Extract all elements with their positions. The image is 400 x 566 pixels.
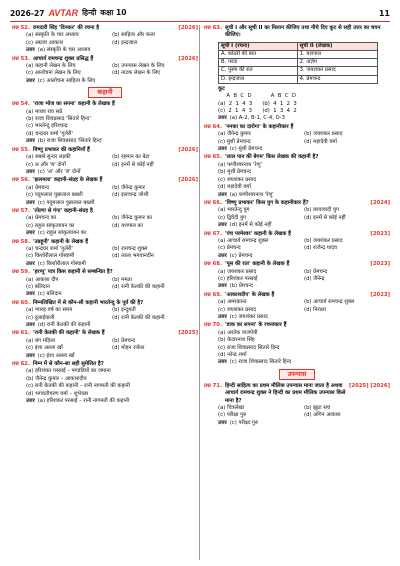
question-block xyxy=(204,25,390,123)
question-block xyxy=(12,330,198,360)
koot-grid xyxy=(204,93,390,115)
answer-text: (c) राजा शिवप्रसाद सितारे हिन्द xyxy=(229,359,292,366)
question-text: 'तोल्गा से गंगा' कहानी-संग्रह है xyxy=(33,207,93,214)
koot-row: (d) 1 3 4 2 xyxy=(262,108,297,115)
question-number: प्रश्न 61. xyxy=(12,330,30,337)
option: (c) परीक्षा गुरु xyxy=(218,412,247,419)
question-text: सूची I और सूची II का मिलान कीजिए तथा नीचे दिए कूट से सही उत्तर का चयन कीजिए। xyxy=(225,25,381,39)
answer-label: उत्तर xyxy=(26,322,35,329)
option: (d) रानी केतकी की कहानी xyxy=(112,284,165,290)
option: (d) जैनेन्द्र xyxy=(304,275,325,282)
option: (a) संस्कृति के चार अध्याय xyxy=(26,32,79,39)
match-table-cell: 1. यशपाल xyxy=(297,51,377,59)
question-number: प्रश्न 64. xyxy=(204,123,222,130)
match-table-cell: D. इन्द्रजाल xyxy=(219,75,298,83)
option: (b) छायावादी युग xyxy=(304,207,339,214)
option: (d) निराला xyxy=(304,306,326,313)
question-text: 'उन्नहूनी' कहानी के लेखक हैं xyxy=(33,238,89,245)
options-grid xyxy=(12,185,198,200)
header-year: 2026-27 xyxy=(10,8,45,18)
match-table xyxy=(218,42,378,84)
question-number: प्रश्न 57. xyxy=(12,207,30,214)
answer-line xyxy=(12,138,198,145)
question-text: 'पूस की रात' कहानी के लेखक हैं xyxy=(225,261,290,268)
option: (b) जयशंकर प्रसाद xyxy=(304,237,343,244)
answer-text: (c) मुंशी प्रेमचन्द xyxy=(229,146,263,153)
question-number: प्रश्न 54. xyxy=(12,101,30,108)
exam-year: [2023] xyxy=(370,261,390,268)
exam-year: [2026] xyxy=(178,25,198,31)
option: (b) आचार्य रामचन्द्र शुक्ल xyxy=(304,299,355,306)
answer-label: उत्तर xyxy=(26,168,35,175)
question-line xyxy=(204,383,390,405)
option: (a) माधव राव सप्रे xyxy=(26,108,63,115)
answer-label: उत्तर xyxy=(26,291,35,298)
section-heading xyxy=(12,87,198,98)
option: (d) महादेवी वर्मा xyxy=(304,138,337,145)
koot-row: A B C D xyxy=(218,93,252,100)
answer-line xyxy=(204,314,390,321)
option: (d) मोहन राकेश xyxy=(112,345,145,352)
option: (b) रहमान का बेटा xyxy=(112,154,150,161)
option: (c) अ और 'ब' दोनों xyxy=(26,161,66,168)
option: (a) आचार्य रामचन्द्र शुक्ल xyxy=(218,237,269,244)
option: (b) ममता xyxy=(112,276,132,283)
question-block xyxy=(12,361,198,405)
answer-line xyxy=(12,200,198,207)
option: (d) लाला भगवानदीन xyxy=(112,253,154,260)
options-grid xyxy=(204,207,390,222)
options-grid xyxy=(12,154,198,169)
question-text: 'रानी केतकी की कहानी' के लेखक हैं xyxy=(33,330,105,337)
answer-label: उत्तर xyxy=(26,398,35,405)
question-block xyxy=(204,292,390,322)
koot-right xyxy=(262,93,296,115)
exam-year: [2023] xyxy=(370,291,390,298)
answer-line xyxy=(12,78,198,85)
question-text: निम्न में से कौन-सा सही सुमेलित है? xyxy=(33,361,104,368)
option: (d) इन्द्रजाल xyxy=(112,39,138,46)
answer-text: (d) रानी केतकी की कहानी xyxy=(37,322,91,329)
option: (d) यशपाल का xyxy=(112,222,143,229)
answer-label: उत्तर xyxy=(218,359,227,366)
question-block xyxy=(204,200,390,230)
question-text: रामदारी सिंह 'दिनकर' की रचना है xyxy=(33,25,100,31)
answer-text: (c) बलिदान xyxy=(37,291,62,298)
option: (a) आकाश दीप xyxy=(26,276,59,283)
match-table-cell: 3. जयशंकर प्रसाद xyxy=(297,67,377,75)
answer-line xyxy=(12,261,198,268)
question-line xyxy=(12,177,198,184)
section-title: उपन्यास xyxy=(279,369,316,380)
answer-text: (b) राजा शिवप्रसाद 'सितारे हिन्द' xyxy=(37,138,103,145)
question-line xyxy=(12,101,198,108)
answer-line xyxy=(12,47,198,54)
answer-text: (c) इंशा अल्ला खाँ xyxy=(37,352,75,359)
exam-year: [2026] xyxy=(178,177,198,184)
match-table-cell: C. पुरुष की रात xyxy=(219,67,298,75)
answer-label: उत्तर xyxy=(218,146,227,153)
option: (b) प्रेमचन्द xyxy=(112,337,136,344)
question-line xyxy=(204,322,390,329)
answer-text: (c) आलोचना साहित्य के लिए xyxy=(37,77,96,84)
question-line xyxy=(12,147,198,154)
column-divider xyxy=(199,25,200,560)
question-number: प्रश्न 66. xyxy=(204,199,222,206)
question-block xyxy=(204,154,390,198)
option: (d) राजेन्द्र यादव xyxy=(304,245,337,252)
question-text: 'आकाशदीप' के लेखक हैं xyxy=(225,291,275,298)
option: (a) प्रेमचन्द xyxy=(26,184,50,191)
answer-label: उत्तर xyxy=(26,138,35,145)
answer-line xyxy=(204,253,390,260)
exam-year: [2025] [2026] xyxy=(348,382,390,389)
section-heading xyxy=(204,369,390,380)
option: (c) हरिशंकर परसाई xyxy=(218,275,258,282)
answer-text: (a) संस्कृति के चार अध्याय xyxy=(37,47,91,54)
question-text: 'झलमला' कहानी-संग्रह के लेखक हैं xyxy=(33,177,103,184)
koot-row: (b) 4 1 2 3 xyxy=(262,100,297,107)
exam-year: [2025] xyxy=(178,330,198,337)
question-block xyxy=(12,208,198,238)
options-grid xyxy=(204,238,390,253)
option: (d) नाटक लेखन के लिए xyxy=(112,70,161,77)
question-text: 'विष्णु प्रभाकर' किस युग के कहानीकार हैं? xyxy=(225,199,309,206)
option: (c) भारतेन्दु हरिश्चन्द्र xyxy=(26,123,68,130)
options-grid xyxy=(12,215,198,230)
question-block xyxy=(204,261,390,291)
question-number: प्रश्न 60. xyxy=(12,299,30,306)
answer-label: उत्तर xyxy=(26,352,35,359)
options-grid xyxy=(204,131,390,146)
question-number: प्रश्न 56. xyxy=(12,177,30,184)
question-number: प्रश्न 69. xyxy=(204,291,222,298)
answer-text: (c) जयशंकर प्रसाद xyxy=(229,314,268,321)
option: (c) बलिदान xyxy=(26,284,50,290)
option: (a) अमरकान्त xyxy=(218,299,247,306)
question-line xyxy=(204,292,390,299)
question-block xyxy=(12,269,198,299)
question-block xyxy=(204,383,390,427)
question-line xyxy=(12,269,198,276)
options-grid xyxy=(12,368,198,398)
header-rule xyxy=(10,21,390,22)
option: (a) बंग महिला xyxy=(26,337,56,344)
option: (d) नरेन्द्र शर्मा xyxy=(218,352,247,359)
match-table-cell: 2. अज्ञेय xyxy=(297,59,377,67)
koot-label: कूट xyxy=(218,85,225,92)
question-number: प्रश्न 71. xyxy=(204,382,222,389)
option: (a) कहानी लेखन के लिए xyxy=(26,63,76,70)
question-number: प्रश्न 58. xyxy=(12,238,30,245)
brand-logo: AVTAR xyxy=(48,8,79,18)
answer-label: उत्तर xyxy=(26,199,35,206)
question-line xyxy=(204,261,390,268)
option: (b) केदारनाथ सिंह xyxy=(218,337,255,344)
option: (a) चन्द्रधर शर्मा 'गुलेरी' xyxy=(26,245,73,252)
answer-label: उत्तर xyxy=(218,283,227,290)
option: (c) दुलाईवाली xyxy=(26,314,55,321)
options-grid xyxy=(204,405,390,420)
option: (a) फणीश्वरनाथ 'रेणु' xyxy=(218,161,262,168)
question-line xyxy=(12,330,198,337)
question-block xyxy=(12,147,198,177)
match-table-cell: 4. प्रेमचन्द xyxy=(297,75,377,83)
option: (a) जयशंकर प्रसाद xyxy=(218,268,257,275)
answer-line xyxy=(12,291,198,298)
answer-label: उत्तर xyxy=(26,77,35,84)
option: (b) इन्दुमती xyxy=(112,307,136,314)
option: (a) ग्यारह वर्ष का समय xyxy=(26,307,73,314)
question-block xyxy=(12,177,198,207)
question-text: निम्नलिखित में से कौन-सी कहानी भारतेन्दु के पूर्व की है? xyxy=(33,299,144,306)
question-text: 'राजा भोज का सपना' कहानी के लेखक हैं xyxy=(33,101,115,108)
left-column xyxy=(12,25,198,407)
answer-line xyxy=(204,420,390,427)
question-line xyxy=(12,239,198,246)
answer-line xyxy=(12,398,198,405)
option: (c) अग्रजा आकाश xyxy=(26,39,64,46)
option: (b) जैनेन्द्र कुमार – आकाशदीप xyxy=(26,375,87,382)
match-table-cell: B. परदा xyxy=(219,59,298,67)
question-block xyxy=(204,322,390,366)
answer-text: (b) प्रेमचन्द xyxy=(229,283,253,290)
option: (c) किशोरीलाल गोस्वामी xyxy=(26,253,75,260)
options-grid xyxy=(12,338,198,353)
question-number: प्रश्न 59. xyxy=(12,269,30,276)
option: (c) राजा शिवप्रसाद सितारे हिन्द xyxy=(218,344,280,351)
answer-text: (a) फणीश्वरनाथ 'रेणु' xyxy=(229,191,274,198)
exam-year: [2026] xyxy=(178,55,198,62)
option: (c) राहुल सांकृत्यायन का xyxy=(26,222,75,229)
question-text: 'पंच परमेश्वर' कहानी के लेखक हैं xyxy=(225,230,291,237)
answer-text: (c) प्रेमचन्द xyxy=(229,252,253,259)
question-number: प्रश्न 70. xyxy=(204,322,222,329)
options-grid xyxy=(204,330,390,360)
options-grid xyxy=(12,246,198,261)
question-number: प्रश्न 63. xyxy=(204,25,222,31)
option: (d) चन्द्रधर शर्मा 'गुलेरी' xyxy=(26,130,73,137)
option: (a) सबसे सुन्दर लड़की xyxy=(26,154,71,161)
option: (d) इलाचन्द्र जोशी xyxy=(112,192,149,199)
question-text: विष्णु प्रभाकर की कहानियाँ हैं xyxy=(33,146,90,153)
answer-line xyxy=(204,222,390,229)
question-line xyxy=(204,25,390,40)
answer-line xyxy=(12,322,198,329)
option: (c) आलोचना लेखन के लिए xyxy=(26,70,81,77)
answer-text: (d) इनमें से कोई नहीं xyxy=(229,222,272,229)
options-grid xyxy=(12,307,198,322)
koot-left xyxy=(218,93,252,115)
question-line xyxy=(12,56,198,63)
option: (b) उपन्यास लेखन के लिए xyxy=(112,63,165,70)
question-number: प्रश्न 55. xyxy=(12,146,30,153)
answer-label: उत्तर xyxy=(218,419,227,426)
answer-label: उत्तर xyxy=(218,115,227,122)
answer-label: उत्तर xyxy=(218,314,227,321)
match-table-cell: A. कोठरी की बात xyxy=(219,51,298,59)
options-grid xyxy=(204,162,390,192)
page-number: 11 xyxy=(378,8,390,18)
option: (b) जैनेन्द्र कुमार का xyxy=(112,215,153,222)
answer-text: (a) A-2, B-1, C-4, D-3 xyxy=(229,115,285,122)
question-text: हिन्दी साहित्य का प्रथम मौलिक उपन्यास माना जाता है अथवा आचार्य रामचन्द्र शुक्ल ने हिन्दी का प्रथम मौलिक उपन्यास किसे माना है? xyxy=(225,382,346,404)
option: (d) इनमें से कोई नहीं xyxy=(304,214,346,221)
question-text: 'हरप्पू' पात्र किस कहानी से सम्बन्धित है? xyxy=(33,269,113,276)
option: (c) मुंशी प्रेमचन्द xyxy=(218,138,251,145)
options-grid xyxy=(12,63,198,78)
question-line xyxy=(204,231,390,238)
answer-text: (c) किशोरीलाल गोस्वामी xyxy=(37,260,86,267)
question-block xyxy=(12,56,198,86)
question-text: 'ननका का दारोगा' के कहानीकार हैं xyxy=(225,123,294,130)
header-subject: हिन्दी xyxy=(82,8,97,17)
answer-label: उत्तर xyxy=(218,222,227,229)
question-block xyxy=(12,25,198,55)
option: (b) रामचन्द्र शुक्ल xyxy=(112,245,148,252)
answer-text: (c) पदुमलाल पुन्नालाल बख्शी xyxy=(37,199,95,206)
answer-line xyxy=(204,283,390,290)
question-number: प्रश्न 68. xyxy=(204,261,222,268)
option: (b) मुंशी प्रेमचन्द xyxy=(218,169,251,176)
question-block xyxy=(12,239,198,269)
question-block xyxy=(204,231,390,261)
answer-text: (a) हरिशंकर परसाई – रानी नागमती की कहानी xyxy=(37,398,130,405)
option: (d) भगवतीचरण वर्मा – शुभेच्छा xyxy=(26,390,89,397)
answer-line xyxy=(204,192,390,199)
option: (a) जैनेन्द्र कुमार xyxy=(218,131,251,138)
answer-line xyxy=(204,115,390,122)
exam-year: [2024] xyxy=(370,199,390,206)
option: (a) अशोक वाजपेयी xyxy=(218,329,258,336)
option: (a) प्रेमचन्द का xyxy=(26,215,57,222)
exam-year: [2026] xyxy=(178,146,198,153)
answer-label: उत्तर xyxy=(26,230,35,237)
option: (c) इंशा अल्ला खाँ xyxy=(26,345,63,352)
option: (b) राजा शिवप्रसाद 'सितारे हिन्द' xyxy=(26,116,91,123)
question-block xyxy=(204,124,390,154)
answer-text: (c) परीक्षा गुरु xyxy=(229,419,259,426)
option: (a) चित्रलेखा xyxy=(218,405,245,412)
page-header xyxy=(10,5,390,21)
exam-year: [2023] xyxy=(370,230,390,237)
koot-row: (c) 2 1 4 3 xyxy=(218,108,252,115)
answer-line xyxy=(204,146,390,153)
match-table-header: सूची II (लेखक) xyxy=(297,42,377,50)
question-number: प्रश्न 52. xyxy=(12,25,30,31)
answer-line xyxy=(12,353,198,360)
header-class: कक्षा 10 xyxy=(100,8,127,17)
option: (b) साहित्य और कला xyxy=(112,32,155,39)
option: (c) जयशंकर प्रसाद xyxy=(218,306,257,313)
option: (a) हरिशंकर परसाई – पगडंडियों का जमाना xyxy=(26,368,111,375)
question-block xyxy=(12,101,198,145)
answer-text: (c) 'अ' और 'ब' दोनों xyxy=(37,168,81,175)
option: (d) रानी केतकी की कहानी xyxy=(112,314,165,321)
option: (c) पदुमलाल पुन्नालाल बख्शी xyxy=(26,192,83,199)
answer-label: उत्तर xyxy=(218,191,227,198)
question-number: प्रश्न 65. xyxy=(204,154,222,161)
question-number: प्रश्न 62. xyxy=(12,361,30,368)
answer-label: उत्तर xyxy=(218,252,227,259)
option: (c) प्रेमचन्द xyxy=(218,245,241,252)
option: (b) झूठा सच xyxy=(304,405,331,412)
question-number: प्रश्न 53. xyxy=(12,55,30,62)
match-table-header: सूची I (रचना) xyxy=(219,42,298,50)
option: (c) जयशंकर प्रसाद xyxy=(218,176,257,183)
options-grid xyxy=(204,299,390,314)
question-text: आचार्य रामचन्द्र शुक्ल प्रसिद्ध हैं xyxy=(33,55,94,62)
answer-line xyxy=(12,230,198,237)
answer-label: उत्तर xyxy=(26,47,35,54)
question-line xyxy=(204,154,390,161)
option: (c) रानी केतकी की कहानी – रानी नागमती की कहानी xyxy=(26,383,130,390)
option: (b) जैनेन्द्र कुमार xyxy=(112,184,145,191)
right-column xyxy=(204,25,390,428)
option: (d) अगिन आकाश xyxy=(304,412,341,419)
koot-row: A B C D xyxy=(262,93,296,100)
option: (a) भारतेन्दु युग xyxy=(218,207,250,214)
question-block xyxy=(12,300,198,330)
question-number: प्रश्न 67. xyxy=(204,230,222,237)
question-text: 'लाल पान की बेगम' किस लेखक की कहानी है? xyxy=(225,154,319,161)
options-grid xyxy=(12,32,198,47)
answer-label: उत्तर xyxy=(26,260,35,267)
options-grid xyxy=(204,269,390,284)
option: (b) प्रेमचन्द xyxy=(304,268,328,275)
question-text: 'डाक का सपना' के रचनाकार हैं xyxy=(225,322,287,329)
option: (c) द्विवेदी युग xyxy=(218,214,247,221)
option: (d) इनमें से कोई नहीं xyxy=(112,161,154,168)
options-grid xyxy=(12,109,198,139)
options-grid xyxy=(12,277,198,292)
answer-line xyxy=(12,169,198,176)
option: (d) महादेवी वर्मा xyxy=(218,184,251,191)
section-title: कहानी xyxy=(88,87,121,98)
answer-text: (c) राहुल सांकृत्यायन का xyxy=(37,230,87,237)
koot-row: (a) 2 1 4 3 xyxy=(218,100,253,107)
answer-line xyxy=(204,359,390,366)
option: (b) जयशंकर प्रसाद xyxy=(304,131,343,138)
